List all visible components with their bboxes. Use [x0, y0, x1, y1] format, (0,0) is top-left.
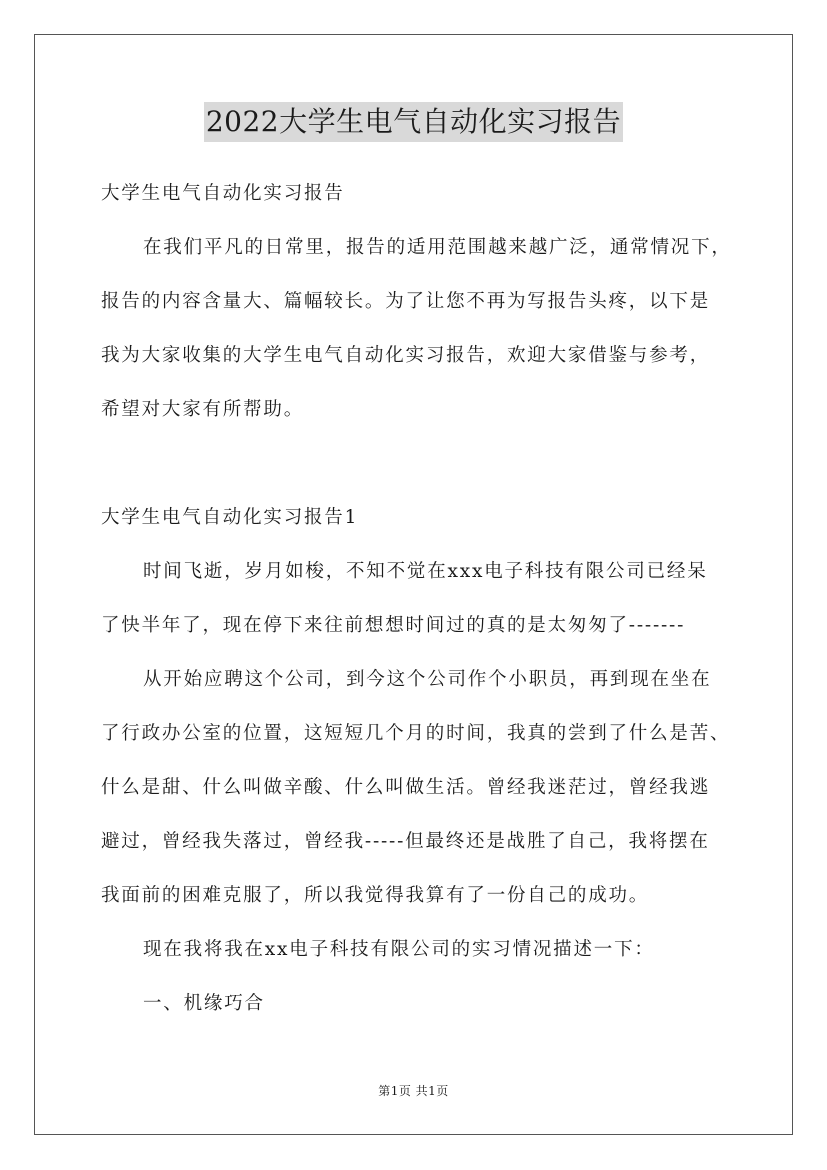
paragraph-line: 了快半年了，现在停下来往前想想时间过的真的是太匆匆了------- [101, 615, 686, 636]
paragraph-line: 报告的内容含量大、篇幅较长。为了让您不再为写报告头疼，以下是 [101, 291, 711, 312]
paragraph-line: 我为大家收集的大学生电气自动化实习报告，欢迎大家借鉴与参考， [101, 345, 711, 366]
list-heading: 一、机缘巧合 [143, 993, 265, 1014]
paragraph-line: 我面前的困难克服了，所以我觉得我算有了一份自己的成功。 [101, 885, 650, 906]
title-container [0, 102, 827, 142]
paragraph-line: 希望对大家有所帮助。 [101, 399, 305, 420]
paragraph-line: 从开始应聘这个公司，到今这个公司作个小职员，再到现在坐在 [143, 669, 712, 690]
document-title: 2022大学生电气自动化实习报告 [204, 102, 623, 142]
paragraph-line: 了行政办公室的位置，这短短几个月的时间，我真的尝到了什么是苦、 [101, 723, 731, 744]
paragraph-line: 在我们平凡的日常里，报告的适用范围越来越广泛，通常情况下， [143, 237, 732, 258]
paragraph-line: 避过，曾经我失落过，曾经我-----但最终还是战胜了自己，我将摆在 [101, 831, 710, 852]
page-footer: 第1页 共1页 [378, 1084, 449, 1098]
paragraph-line: 时间飞逝，岁月如梭，不知不觉在xxx电子科技有限公司已经呆 [143, 561, 708, 582]
paragraph-line: 现在我将我在xx电子科技有限公司的实习情况描述一下： [143, 939, 655, 960]
section-heading: 大学生电气自动化实习报告1 [101, 507, 359, 528]
paragraph-line: 什么是甜、什么叫做辛酸、什么叫做生活。曾经我迷茫过，曾经我逃 [101, 777, 711, 798]
document-subtitle: 大学生电气自动化实习报告 [101, 183, 345, 204]
